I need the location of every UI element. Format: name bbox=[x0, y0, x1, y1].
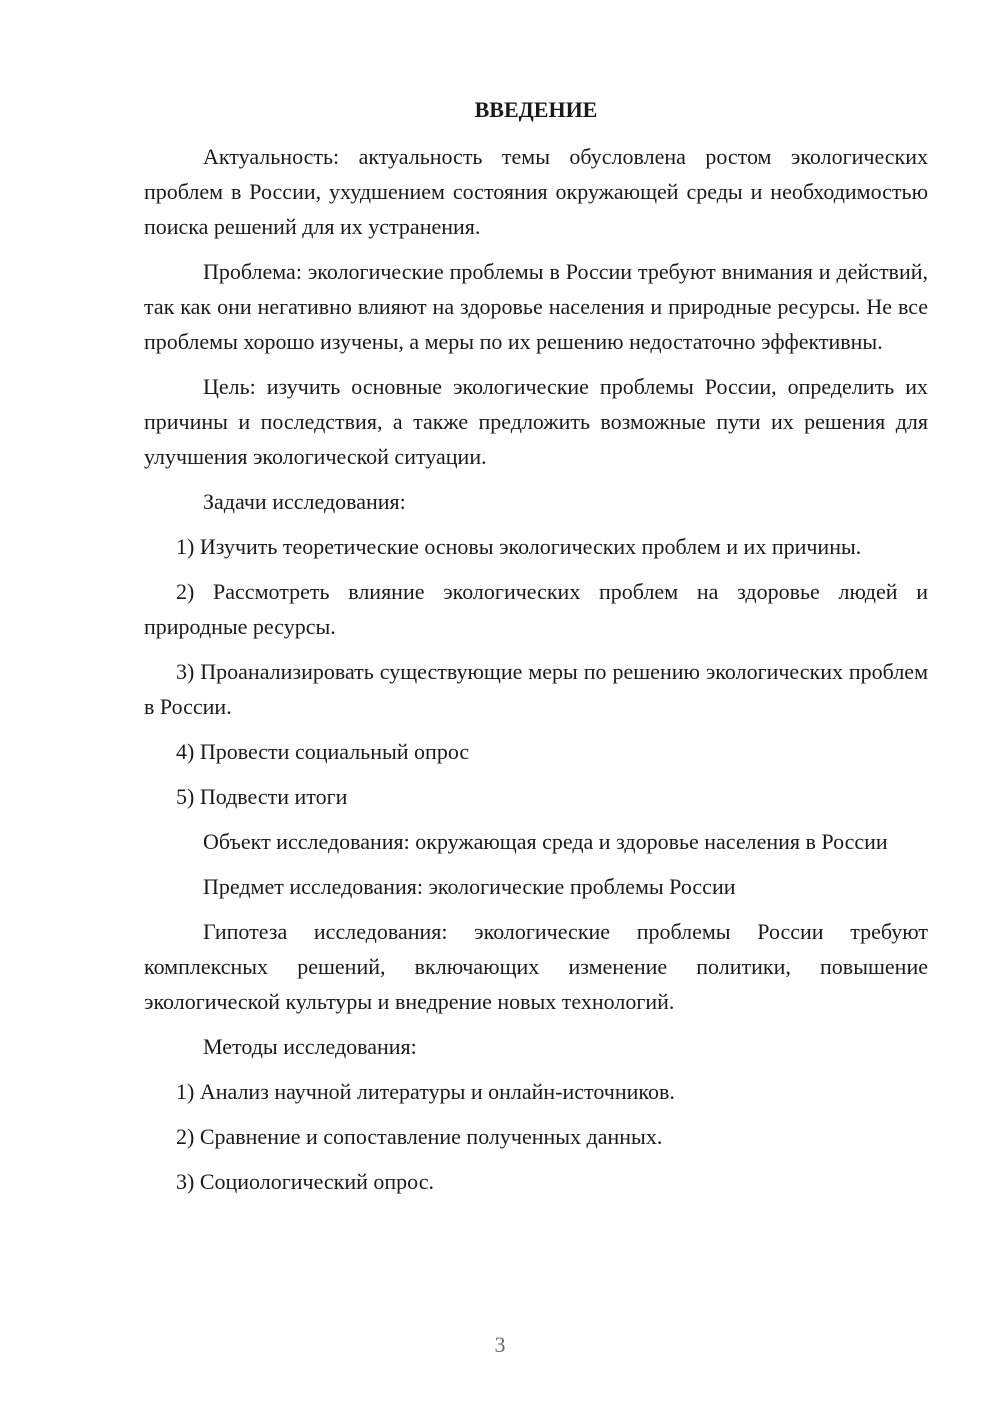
methods-heading: Методы исследования: bbox=[203, 1034, 417, 1059]
method-item-3: 3) Социологический опрос. bbox=[176, 1169, 434, 1194]
hypothesis-paragraph: Гипотеза исследования: экологические проблемы России требуют комплексных решений, включающих изменение политики, повышение экологической культуры и внедрение новых технологий. bbox=[144, 919, 928, 1014]
task-item-3: 3) Проанализировать существующие меры по решению экологических проблем в России. bbox=[144, 659, 928, 719]
task-item-1: 1) Изучить теоретические основы экологических проблем и их причины. bbox=[176, 534, 862, 559]
page-title: ВВЕДЕНИЕ bbox=[474, 97, 598, 122]
research-object-paragraph: Объект исследования: окружающая среда и здоровье населения в России bbox=[203, 829, 888, 854]
problem-paragraph: Проблема: экологические проблемы в России требуют внимания и действий, так как они негативно влияют на здоровье населения и природные ресурсы. Не все проблемы хорошо изучены, а меры по их решению недостаточно эффективны. bbox=[144, 259, 928, 354]
relevance-paragraph: Актуальность: актуальность темы обусловлена ростом экологических проблем в России, ухудшением состояния окружающей среды и необходимостью поиска решений для их устранения. bbox=[144, 144, 928, 239]
task-item-2: 2) Рассмотреть влияние экологических проблем на здоровье людей и природные ресурсы. bbox=[144, 579, 928, 639]
document-page bbox=[144, 92, 928, 1209]
method-item-2: 2) Сравнение и сопоставление полученных данных. bbox=[176, 1124, 663, 1149]
tasks-heading: Задачи исследования: bbox=[203, 489, 406, 514]
page-number: 3 bbox=[494, 1332, 506, 1357]
task-item-4: 4) Провести социальный опрос bbox=[176, 739, 470, 764]
task-item-5: 5) Подвести итоги bbox=[176, 784, 348, 809]
goal-paragraph: Цель: изучить основные экологические проблемы России, определить их причины и последствия, а также предложить возможные пути их решения для улучшения экологической ситуации. bbox=[144, 374, 928, 469]
method-item-1: 1) Анализ научной литературы и онлайн-источников. bbox=[176, 1079, 675, 1104]
research-subject-paragraph: Предмет исследования: экологические проблемы России bbox=[203, 874, 736, 899]
